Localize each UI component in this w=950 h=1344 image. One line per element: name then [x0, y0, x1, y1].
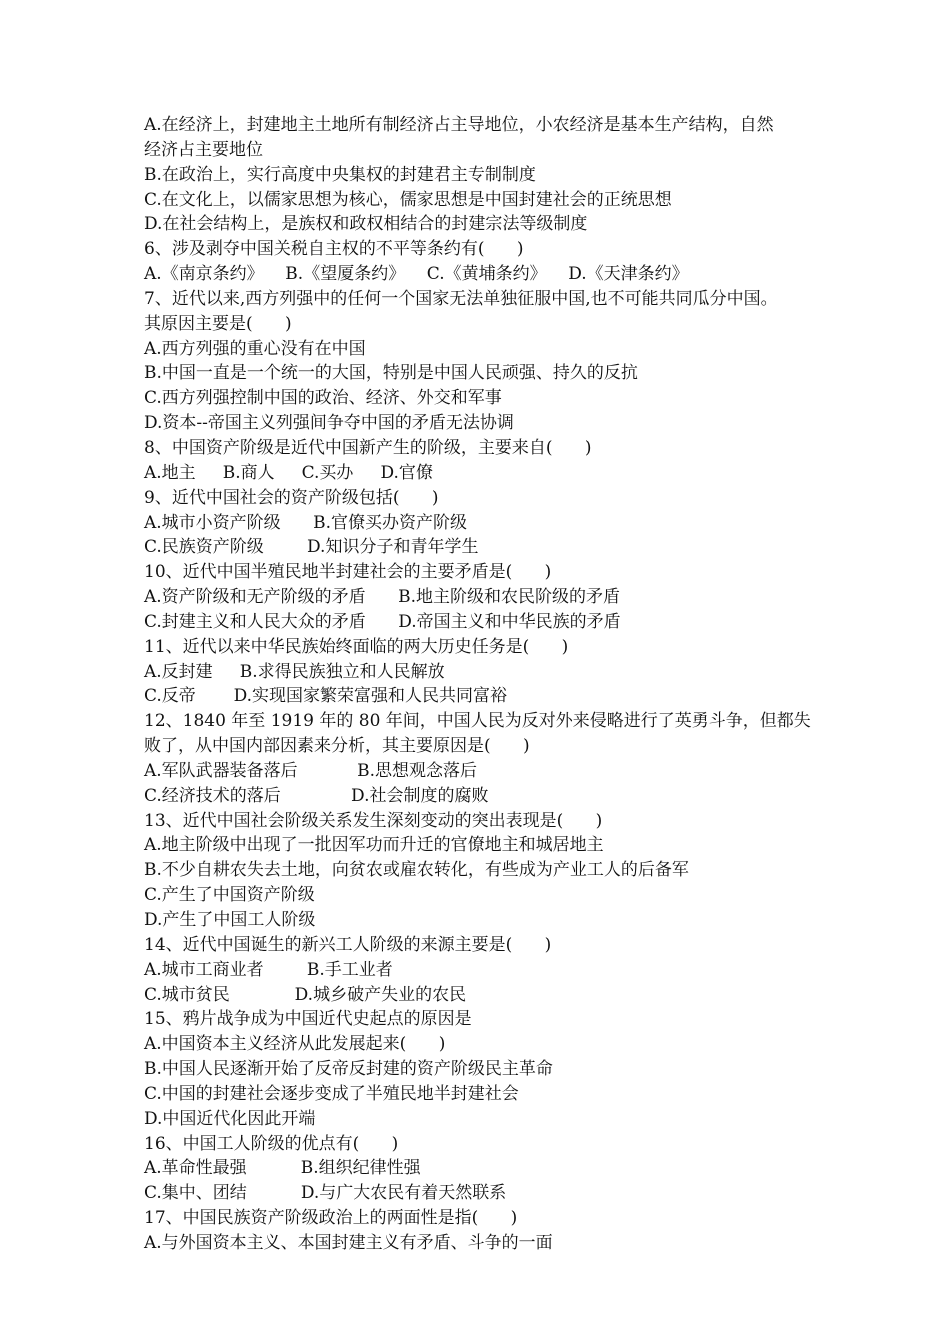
text-line: A.在经济上，封建地主土地所有制经济占主导地位，小农经济是基本生产结构，自然: [144, 115, 774, 135]
text-line: B.不少自耕农失去土地，向贫农或雇农转化，有些成为产业工人的后备军: [144, 860, 689, 881]
question-6: 6、涉及剥夺中国关税自主权的不平等条约有( ): [144, 239, 524, 260]
text-line: C.经济技术的落后 D.社会制度的腐败: [144, 785, 489, 806]
text-line: B.中国人民逐渐开始了反帝反封建的资产阶级民主革命: [144, 1059, 553, 1080]
text-line: D.产生了中国工人阶级: [144, 910, 316, 930]
text-line: D.在社会结构上，是族权和政权相结合的封建宗法等级制度: [144, 214, 588, 235]
text-line: 经济占主要地位: [144, 139, 263, 160]
question-17: 17、中国民族资产阶级政治上的两面性是指( ): [144, 1208, 518, 1229]
question-13: 13、近代中国社会阶级关系发生深刻变动的突出表现是( ): [144, 810, 603, 831]
question-10: 10、近代中国半殖民地半封建社会的主要矛盾是( ): [144, 562, 552, 583]
text-line: C.产生了中国资产阶级: [144, 885, 315, 906]
text-line: B.在政治上，实行高度中央集权的封建君主专制制度: [144, 164, 536, 185]
question-12: 12、1840 年至 1919 年的 80 年间，中国人民为反对外来侵略进行了英勇斗争，但都失: [144, 711, 811, 732]
text-line: A.革命性最强 B.组织纪律性强: [144, 1158, 421, 1179]
text-line: C.西方列强控制中国的政治、经济、外交和军事: [144, 388, 502, 409]
text-line: D.中国近代化因此开端: [144, 1108, 316, 1129]
text-line: C.民族资产阶级 D.知识分子和青年学生: [144, 537, 479, 558]
text-line: B.中国一直是一个统一的大国，特别是中国人民顽强、持久的反抗: [144, 363, 638, 384]
text-line: A.地主 B.商人 C.买办 D.官僚: [144, 462, 433, 483]
text-line: A.反封建 B.求得民族独立和人民解放: [144, 661, 445, 682]
question-7: 7、近代以来,西方列强中的任何一个国家无法单独征服中国,也不可能共同瓜分中国。: [144, 288, 778, 309]
text-line: C.反帝 D.实现国家繁荣富强和人民共同富裕: [144, 686, 508, 707]
text-line: C.城市贫民 D.城乡破产失业的农民: [144, 984, 467, 1005]
question-14: 14、近代中国诞生的新兴工人阶级的来源主要是( ): [144, 934, 552, 955]
text-line: A.西方列强的重心没有在中国: [144, 338, 366, 359]
text-line: A.与外国资本主义、本国封建主义有矛盾、斗争的一面: [144, 1232, 553, 1253]
text-line: 其原因主要是( ): [144, 313, 292, 334]
text-line: C.封建主义和人民大众的矛盾 D.帝国主义和中华民族的矛盾: [144, 611, 621, 632]
text-line: A.资产阶级和无产阶级的矛盾 B.地主阶级和农民阶级的矛盾: [144, 587, 620, 608]
question-11: 11、近代以来中华民族始终面临的两大历史任务是( ): [144, 636, 569, 657]
text-line: A.地主阶级中出现了一批因军功而升迁的官僚地主和城居地主: [144, 835, 604, 856]
text-line: A.城市小资产阶级 B.官僚买办资产阶级: [144, 512, 467, 533]
question-16: 16、中国工人阶级的优点有( ): [144, 1133, 399, 1154]
text-line: C.在文化上，以儒家思想为核心，儒家思想是中国封建社会的正统思想: [144, 189, 672, 210]
text-line: D.资本--帝国主义列强间争夺中国的矛盾无法协调: [144, 413, 514, 434]
question-8: 8、中国资产阶级是近代中国新产生的阶级，主要来自( ): [144, 437, 592, 458]
question-9: 9、近代中国社会的资产阶级包括( ): [144, 487, 439, 508]
question-15: 15、鸦片战争成为中国近代史起点的原因是: [144, 1009, 472, 1030]
text-line: C.中国的封建社会逐步变成了半殖民地半封建社会: [144, 1083, 519, 1104]
text-line: A.《南京条约》 B.《望厦条约》 C.《黄埔条约》 D.《天津条约》: [144, 264, 689, 285]
text-line: A.军队武器装备落后 B.思想观念落后: [144, 760, 478, 781]
text-line: A.城市工商业者 B.手工业者: [144, 959, 393, 980]
text-line: C.集中、团结 D.与广大农民有着天然联系: [144, 1183, 507, 1204]
text-line: 败了，从中国内部因素来分析，其主要原因是( ): [144, 736, 530, 757]
document-page: [144, 113, 874, 1256]
text-line: A.中国资本主义经济从此发展起来( ): [144, 1034, 446, 1055]
